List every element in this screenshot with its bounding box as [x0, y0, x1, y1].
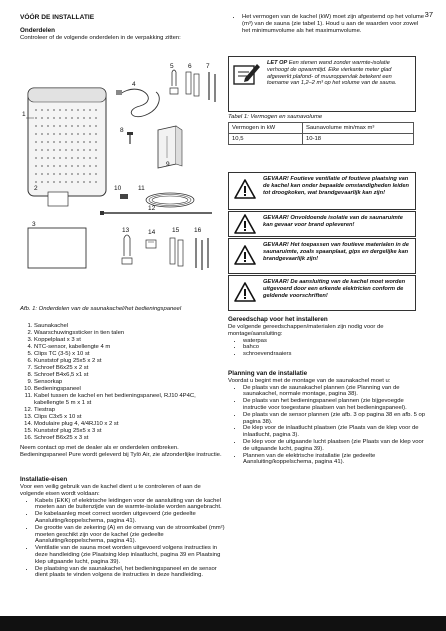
table-cell: 10,5 — [229, 134, 303, 145]
list-item: 10. Bedieningspaneel — [34, 386, 225, 393]
contact-paragraph — [20, 445, 225, 459]
planning-section — [228, 370, 426, 466]
list-item: 7. Schroef B6x25 x 2 st — [34, 365, 225, 372]
figure-caption: Afb. 1: Onderdelen van de saunakachel/het bedieningspaneel — [20, 306, 182, 312]
figure-label-1: 1 — [22, 111, 26, 118]
figure-label-16: 16 — [194, 227, 202, 234]
list-item: • De plaats van de sensor plannen (zie afb. 3 op pagina 38 en afb. 5 op pagina 38). — [243, 412, 426, 426]
planning-intro: Voordat u begint met de montage van de saunakachel moet u: — [228, 377, 391, 384]
table-caption: Tabel 1: Vermogen en saunavolume — [228, 114, 323, 120]
figure-label-12: 12 — [148, 205, 156, 212]
list-item: 15. Kunststof plug 25x5 x 3 st — [34, 428, 225, 435]
list-item: • De plaats van de saunakachel plannen (zie Planning van de saunakachel, normale montage, pagina 38). — [243, 385, 426, 399]
list-item: 13. Clips C3x5 x 10 st — [34, 414, 225, 421]
warning-text: GEVAAR! Foutieve ventilatie of foutieve plaatsing van de kachel kan onder bepaalde omstandigheden leiden tot droogkoken, wat brandgevaarlijk kan zijn! — [263, 176, 410, 196]
list-item: 1. Saunakachel — [34, 323, 225, 330]
control-panel-drawing — [28, 228, 86, 268]
list-item: 5. Clips TC (3-5) x 10 st — [34, 351, 225, 358]
figure-label-9: 9 — [166, 161, 170, 168]
list-item: • bahco — [243, 344, 426, 351]
list-item: 6. Kunststof plug 25x5 x 2 st — [34, 358, 225, 365]
list-item: 16. Schroef B6x25 x 3 st — [34, 435, 225, 442]
list-item: • Kabels (EKK) of elektrische leidingen voor de aansluiting van de kachel moeten aan de buitenzijde van de warmte-isolatie worden aangebracht. — [35, 498, 225, 512]
table-row — [229, 134, 414, 145]
footer-bar — [0, 616, 446, 631]
tiestrap-drawing — [100, 211, 212, 215]
figure-label-14: 14 — [148, 229, 156, 236]
figure-label-7: 7 — [206, 63, 210, 70]
warning-text: GEVAAR! Het toepassen van foutieve materialen in de saunaruimte, zoals spaanplaat, gips en dergelijke kan brandgevaarlijk zijn! — [263, 242, 409, 262]
left-column-header — [20, 14, 225, 42]
note-body: Een stenen wand zonder warmte-isolatie verhoogt de opwarmtijd. Elke vierkante meter glad afgewerkt plafond- of muuroppervlak betekent een toename van 1,2–2 m³ op het volume van de sauna. — [267, 60, 397, 87]
rj10-plug-drawing — [146, 240, 156, 248]
list-item: • De kabelaanleg moet correct worden uitgevoerd (zie gedeelte Aansluiting/koppelschema, pagina 41). — [35, 511, 225, 525]
list-item: • De klep voor de uitgaande lucht plaatsen (zie Plaats van de klep voor de uitgaande lucht, pagina 39). — [243, 439, 426, 453]
table-header-cell: Saunavolume min/max m³ — [302, 123, 413, 134]
parts-intro: Controleer of de volgende onderdelen in de verpakking zitten: — [20, 34, 181, 41]
warning-box-insulation — [228, 211, 416, 237]
list-item: 9. Sensorkap — [34, 379, 225, 386]
parts-figure — [20, 60, 225, 305]
volume-bullet: • Het vermogen van de kachel (kW) moet zijn afgestemd op het volume (m³) van de sauna (zie tabel 1). Houd u aan de waarden voor zowel het minimumvolume als het maximumvolume. — [242, 14, 426, 34]
subsection-title: Onderdelen — [20, 27, 55, 34]
table-header-row — [229, 123, 414, 134]
screws-drawing — [209, 72, 215, 102]
tools-title: Gereedschap voor het installeren — [228, 316, 328, 323]
list-item: 2. Waarschuwingssticker in tien talen — [34, 330, 225, 337]
list-item: 12. Tiestrap — [34, 407, 225, 414]
requirements-title: Installatie-eisen — [20, 476, 68, 483]
figure-label-4: 4 — [132, 81, 136, 88]
figure-label-13: 13 — [122, 227, 130, 234]
right-column-top — [228, 14, 426, 34]
warning-triangle-icon — [234, 179, 256, 199]
requirements-intro: Voor een veilig gebruik van de kachel dient u te controleren of aan de volgende eisen wordt voldaan: — [20, 483, 201, 497]
list-item: • De klep voor de inlaatlucht plaatsen (zie Plaats van de klep voor de inlaatlucht, pagina 3). — [243, 425, 426, 439]
sensor-cover-drawing — [158, 126, 182, 168]
power-volume-table — [228, 122, 414, 145]
screw-small-drawing — [127, 132, 133, 144]
clips-drawing — [170, 70, 178, 94]
warning-box-electrician — [228, 275, 416, 311]
list-item: 4. NTC-sensor, kabellengte 4 m — [34, 344, 225, 351]
heater-drawing — [26, 88, 106, 196]
sticker-drawing — [48, 192, 68, 206]
figure-label-2: 2 — [34, 185, 38, 192]
planning-title: Planning van de installatie — [228, 370, 308, 377]
warning-box-materials — [228, 238, 416, 274]
list-item: • De grootte van de zekering (A) en de omvang van de stroomkabel (mm²) moeten geschikt zijn voor de kachel (zie gedeelte Aansluiting/koppelschema, pagina 41). — [35, 525, 225, 545]
list-item: • waterpas — [243, 338, 426, 345]
figure-label-6: 6 — [188, 63, 192, 70]
figure-label-15: 15 — [172, 227, 180, 234]
contact-text: Neem contact op met de dealer als er onderdelen ontbreken. Bedieningspaneel Pure wordt geleverd bij Tylö Air, zie afzonderlijke instructie. — [20, 445, 222, 458]
list-item: • De plaats van het bedieningspaneel plannen (zie bijgevoegde instructie voor toegestane plaatsen van het bedieningspaneel). — [243, 398, 426, 412]
ntc-sensor-drawing — [116, 89, 159, 117]
table-cell: 10-18 — [302, 134, 413, 145]
list-item: • schroevendraaiers — [243, 351, 426, 358]
parts-list — [20, 323, 225, 442]
warning-triangle-icon — [234, 282, 256, 302]
note-title: LET OP — [267, 60, 288, 66]
parts-illustration — [20, 60, 225, 305]
warning-text: GEVAAR! De aansluiting van de kachel moet worden uitgevoerd door een erkende elektricien conform de geldende voorschriften! — [263, 279, 406, 299]
list-item: • Plannen van de elektrische installatie (zie gedeelte Aansluiting/koppelschema, pagina 41). — [243, 453, 426, 467]
section-title: VÓÓR DE INSTALLATIE — [20, 14, 95, 21]
figure-label-3: 3 — [32, 221, 36, 228]
tools-intro: De volgende gereedschappen/materialen zijn nodig voor de montage/aansluiting: — [228, 323, 384, 337]
figure-label-11: 11 — [138, 185, 145, 192]
list-item: 14. Modulaire plug 4, 4/4RJ10 x 2 st — [34, 421, 225, 428]
list-item: 8. Schroef B4x6,5 x1 st — [34, 372, 225, 379]
warning-box-ventilation — [228, 172, 416, 210]
page-number: 37 — [424, 10, 433, 19]
warning-triangle-icon — [234, 214, 256, 234]
screws-b6x25-drawing — [196, 238, 208, 270]
plastic-plugs-drawing — [170, 238, 183, 266]
table-header-cell: Vermogen in kW — [229, 123, 303, 134]
list-item: • Ventilatie van de sauna moet worden uitgevoerd volgens instructies in deze handleiding (zie Plaatsing klep inlaatlucht, pagina 39 en Plaatsing klep uitgaande lucht, pagina 39). — [35, 545, 225, 565]
plugs-drawing — [186, 72, 199, 96]
list-item: 3. Koppelplaat x 3 st — [34, 337, 225, 344]
modular-plug-drawing — [120, 194, 128, 199]
warning-triangle-icon — [234, 245, 256, 265]
note-text — [267, 60, 412, 87]
installation-requirements — [20, 476, 225, 579]
figure-label-10: 10 — [114, 185, 122, 192]
list-item: • De plaatsing van de saunakachel, het bedieningspaneel en de sensor dient plaats te vinden volgens de instructies in deze handleiding. — [35, 566, 225, 580]
figure-label-5: 5 — [170, 63, 174, 70]
figure-label-8: 8 — [120, 127, 124, 134]
list-item: 11. Kabel tussen de kachel en het bedieningspaneel, RJ10 4P4C, kabellengte 5 m x 1 st — [34, 393, 225, 407]
clips-c3x5-drawing — [122, 235, 132, 264]
note-pencil-icon — [233, 61, 261, 87]
tools-section — [228, 316, 426, 358]
warning-text: GEVAAR! Onvoldoende isolatie van de saunaruimte kan gevaar voor brand opleveren! — [263, 215, 403, 228]
note-box — [228, 56, 416, 112]
